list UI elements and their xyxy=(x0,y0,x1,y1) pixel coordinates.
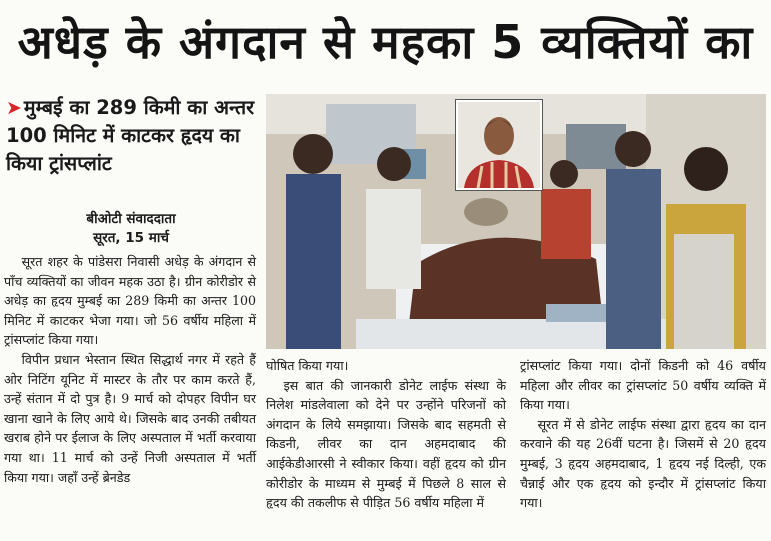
byline-reporter: बीओटी संवाददाता xyxy=(86,211,176,227)
article-column-1 xyxy=(4,252,256,487)
paragraph: ट्रांसप्लांट किया गया। दोनों किडनी को 46 वर्षीय महिला और लीवर का ट्रांसप्लांट 50 वर्षीय व्यक्ति में किया गया। xyxy=(520,358,766,413)
paragraph: विपीन प्रधान भेस्तान स्थित सिद्धार्थ नगर में रहते हैं ओर निटिंग यूनिट में मास्टर के तौर पर काम करते हैं, उन्हें संतान में दो पुत्र है। 9 मार्च को दोपहर विपीन घर खाना खाने के लिए आये थे। जिसके बाद उनकी तबीयत खराब होने पर ईलाज के लिए अस्पताल में भर्ती करवाया गया था। 11 मार्च को उन्हें निजी अस्पताल में भर्ती किया गया। जहाँ उन्हें ब्रेनडेड xyxy=(4,351,256,485)
subheadline xyxy=(6,94,256,178)
paragraph: सूरत शहर के पांडेसरा निवासी अधेड़ के अंगदान से पाँच व्यक्तियों का जीवन महक उठा है। ग्रीन कोरीडोर से अधेड़ का हृदय मुम्बई का 289 किमी का अन्तर 100 मिनिट में काटकर भेजा गया। जो 56 वर्षीय महिला में ट्रांसप्लांट किया गया। xyxy=(4,254,256,348)
paragraph: इस बात की जानकारी डोनेट लाईफ संस्था के निलेश मांडलेवाला को देने पर उन्होंने परिजनों को अंगदान के लिये समझाया। जिसके बाद सहमती से किडनी, लीवर का दान अहमदाबाद की आईकेडीआरसी ने स्वीकार किया। वहीं हृदय को ग्रीन कोरीडोर के माध्यम से मुम्बई में पिछले 8 साल से हृदय की तकलीफ से पीड़ित 56 वर्षीय महिला में xyxy=(266,377,506,511)
article-column-3 xyxy=(520,356,766,513)
subheadline-text: मुम्बई का 289 किमी का अन्तर 100 मिनिट में काटकर हृदय का किया ट्रांसप्लांट xyxy=(6,96,255,175)
byline-dateline: सूरत, 15 मार्च xyxy=(93,230,169,246)
arrow-bullet-icon: ➤ xyxy=(6,97,22,119)
byline xyxy=(6,210,256,248)
headline: अधेड़ के अंगदान से महका 5 व्यक्तियों का xyxy=(17,15,754,69)
news-photo xyxy=(266,94,766,349)
donor-portrait-inset xyxy=(456,100,542,190)
paragraph: घोषित किया गया। xyxy=(266,358,349,373)
paragraph: सूरत में से डोनेट लाईफ संस्था द्वारा हृदय का दान करवाने की यह 26वीं घटना है। जिसमें से 20 हृदय मुम्बई, 3 हृदय अहमदाबाद, 1 हृदय नई दिल्ही, एक चैन्नाई और एक हृदय को इन्दौर में ट्रांसप्लांट किया गया। xyxy=(520,416,766,511)
donor-portrait-image xyxy=(458,102,540,188)
article-column-2 xyxy=(266,356,506,513)
